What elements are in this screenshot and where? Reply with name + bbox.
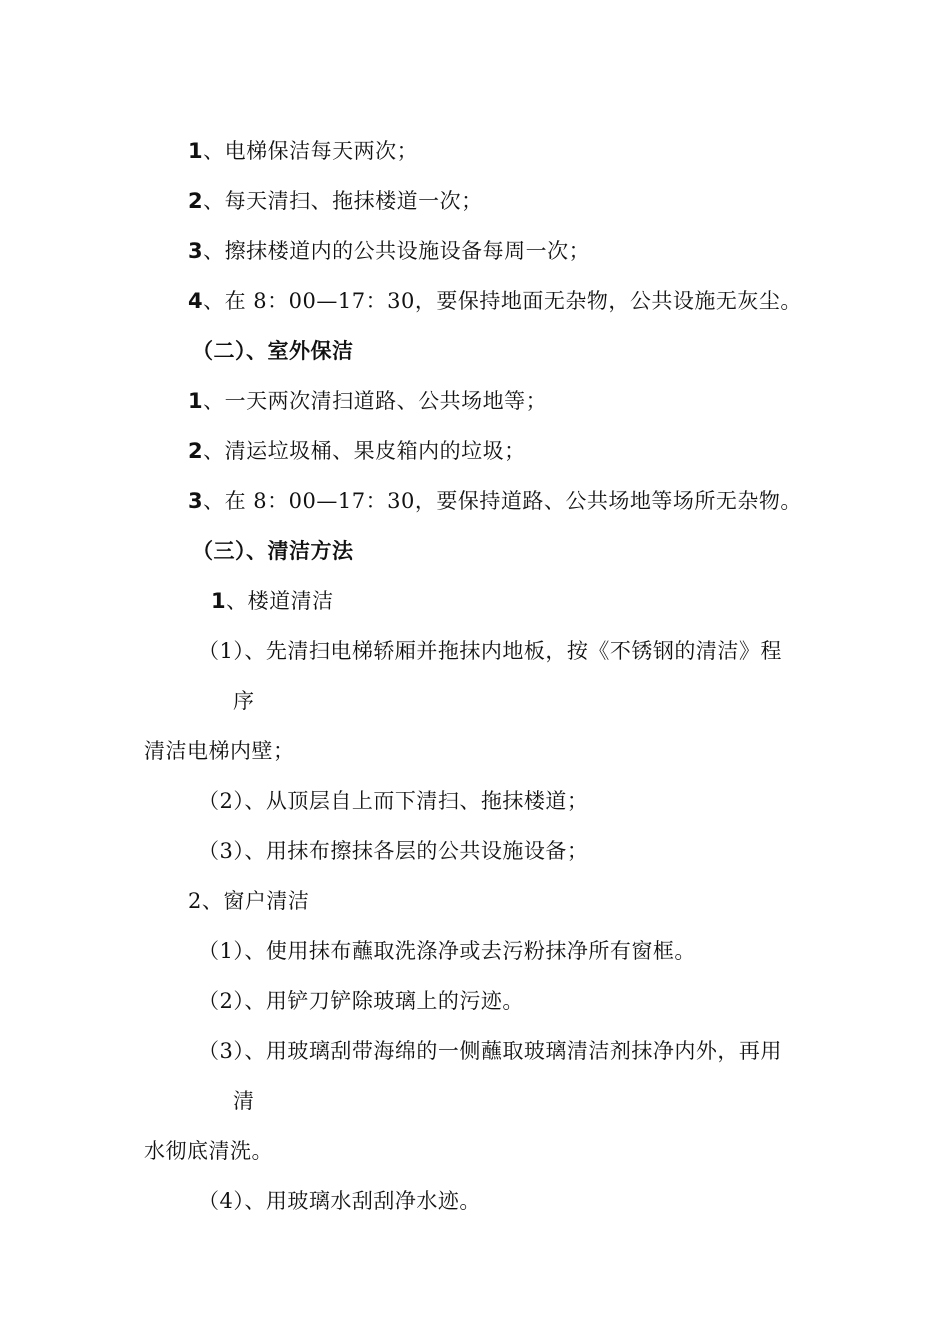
paragraph-line: （4）、用玻璃水刮刮净水迹。: [198, 1189, 481, 1213]
paragraph-line: （3）、用玻璃刮带海绵的一侧蘸取玻璃清洁剂抹净内外，再用: [198, 1039, 782, 1063]
item-number: 1: [211, 589, 227, 613]
paragraph-line: （2）、从顶层自上而下清扫、拖抹楼道；: [198, 789, 589, 813]
item-text: 、擦抹楼道内的公共设施设备每周一次；: [203, 239, 591, 263]
item-number: 3: [188, 489, 204, 513]
section-heading: （三）、清洁方法: [192, 539, 354, 563]
item-number: 1: [188, 139, 204, 163]
item-number: 1: [188, 389, 204, 413]
item-text: 、一天两次清扫道路、公共场地等；: [203, 389, 548, 413]
item-text: 、楼道清洁: [226, 589, 334, 613]
paragraph-line: 水彻底清洗。: [144, 1139, 273, 1163]
paragraph-line: 清洁电梯内壁；: [144, 739, 295, 763]
section-heading: （二）、室外保洁: [192, 339, 354, 363]
item-number: 2: [188, 439, 204, 463]
paragraph-line: （1）、先清扫电梯轿厢并拖抹内地板，按《不锈钢的清洁》程: [198, 639, 782, 663]
item-text: 、在 8：00—17：30，要保持道路、公共场地等场所无杂物。: [203, 489, 802, 513]
item-number: 4: [188, 289, 204, 313]
item-text: 、清运垃圾桶、果皮箱内的垃圾；: [203, 439, 526, 463]
item-number: 3: [188, 239, 204, 263]
list-item: [188, 286, 802, 316]
paragraph-line: （3）、用抹布擦抹各层的公共设施设备；: [198, 839, 589, 863]
list-item: [188, 136, 418, 166]
list-item: [188, 236, 590, 266]
list-item: [211, 586, 334, 616]
list-item: [188, 386, 547, 416]
paragraph-line: 清: [233, 1089, 255, 1113]
list-item: [188, 486, 802, 516]
paragraph-line: 2、窗户清洁: [188, 889, 310, 913]
item-text: 、在 8：00—17：30，要保持地面无杂物，公共设施无灰尘。: [203, 289, 802, 313]
item-text: 、每天清扫、拖抹楼道一次；: [203, 189, 483, 213]
item-text: 、电梯保洁每天两次；: [203, 139, 419, 163]
paragraph-line: 序: [233, 689, 255, 713]
paragraph-line: （1）、使用抹布蘸取洗涤净或去污粉抹净所有窗框。: [198, 939, 696, 963]
paragraph-line: （2）、用铲刀铲除玻璃上的污迹。: [198, 989, 524, 1013]
list-item: [188, 436, 526, 466]
item-number: 2: [188, 189, 204, 213]
list-item: [188, 186, 483, 216]
